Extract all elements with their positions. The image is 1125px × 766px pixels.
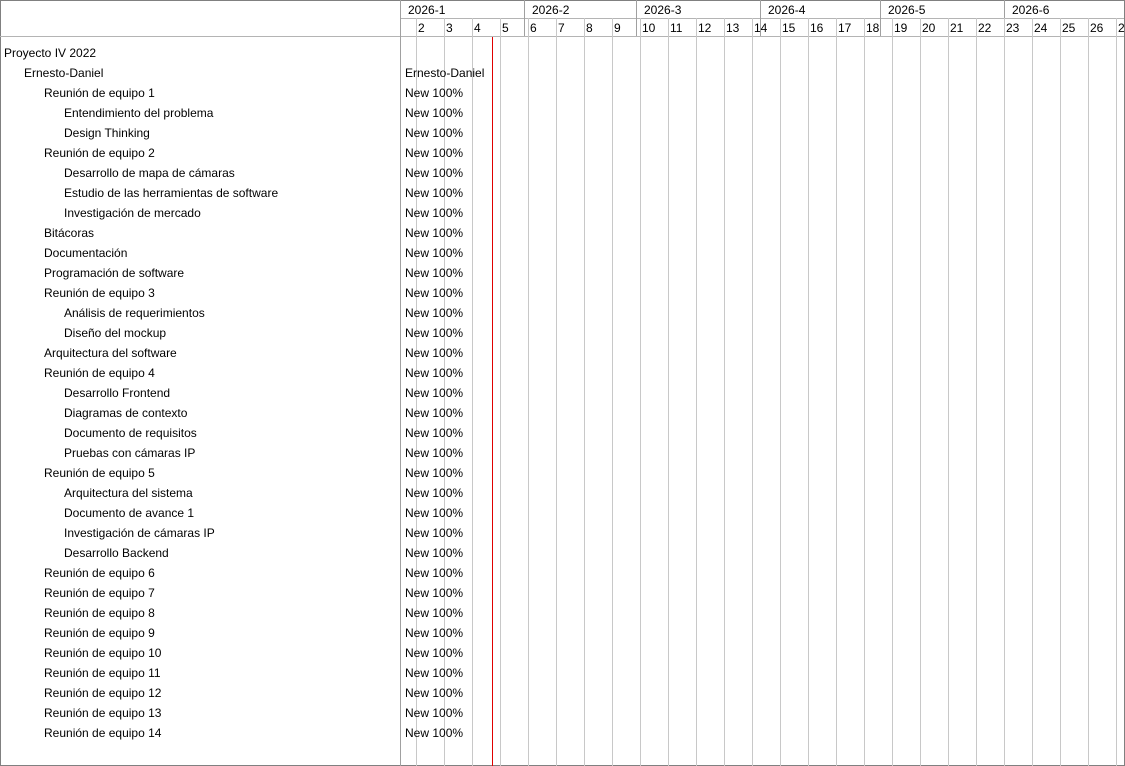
month-divider bbox=[880, 0, 881, 36]
task-name[interactable]: Reunión de equipo 12 bbox=[44, 686, 162, 700]
week-gridline bbox=[752, 18, 753, 766]
week-gridline bbox=[584, 18, 585, 766]
task-name[interactable]: Design Thinking bbox=[64, 126, 150, 140]
task-status-label: New 100% bbox=[405, 466, 464, 480]
task-status-label: New 100% bbox=[405, 106, 464, 120]
task-status-label: New 100% bbox=[405, 166, 464, 180]
week-label: 11 bbox=[670, 21, 683, 35]
week-gridline bbox=[612, 18, 613, 766]
week-gridline bbox=[640, 18, 641, 766]
task-status-label: New 100% bbox=[405, 366, 464, 380]
week-label: 18 bbox=[866, 21, 880, 35]
week-gridline bbox=[808, 18, 809, 766]
week-gridline bbox=[1004, 18, 1005, 766]
task-name[interactable]: Reunión de equipo 2 bbox=[44, 146, 155, 160]
week-gridline bbox=[1116, 18, 1117, 766]
week-gridline bbox=[780, 18, 781, 766]
week-label: 2 bbox=[1118, 21, 1125, 35]
task-status-label: New 100% bbox=[405, 426, 464, 440]
task-status-label: New 100% bbox=[405, 526, 464, 540]
task-status-label: New 100% bbox=[405, 586, 464, 600]
task-name[interactable]: Análisis de requerimientos bbox=[64, 306, 205, 320]
week-label: 19 bbox=[894, 21, 908, 35]
task-status-label: New 100% bbox=[405, 126, 464, 140]
week-gridline bbox=[920, 18, 921, 766]
task-name[interactable]: Entendimiento del problema bbox=[64, 106, 214, 120]
task-status-label: New 100% bbox=[405, 346, 464, 360]
task-status-label: New 100% bbox=[405, 186, 464, 200]
week-label: 4 bbox=[474, 21, 481, 35]
week-gridline bbox=[892, 18, 893, 766]
task-status-label: New 100% bbox=[405, 386, 464, 400]
week-gridline bbox=[948, 18, 949, 766]
task-name[interactable]: Diagramas de contexto bbox=[64, 406, 188, 420]
task-name[interactable]: Documento de requisitos bbox=[64, 426, 197, 440]
header-divider-months bbox=[400, 18, 1124, 19]
task-status-label: New 100% bbox=[405, 566, 464, 580]
week-gridline bbox=[528, 18, 529, 766]
task-name[interactable]: Desarrollo Frontend bbox=[64, 386, 171, 400]
week-label: 9 bbox=[614, 21, 621, 35]
month-divider bbox=[524, 0, 525, 36]
month-label: 2026-4 bbox=[768, 3, 806, 17]
task-status-label: New 100% bbox=[405, 306, 464, 320]
task-status-label: New 100% bbox=[405, 646, 464, 660]
today-marker bbox=[492, 37, 493, 766]
task-name[interactable]: Diseño del mockup bbox=[64, 326, 167, 340]
week-gridline bbox=[1032, 18, 1033, 766]
task-name[interactable]: Reunión de equipo 9 bbox=[44, 626, 155, 640]
week-gridline bbox=[864, 18, 865, 766]
week-label: 22 bbox=[978, 21, 992, 35]
week-gridline bbox=[976, 18, 977, 766]
task-name[interactable]: Reunión de equipo 4 bbox=[44, 366, 155, 380]
task-status-label: New 100% bbox=[405, 506, 464, 520]
week-gridline bbox=[696, 18, 697, 766]
month-label: 2026-5 bbox=[888, 3, 926, 17]
task-name[interactable]: Documento de avance 1 bbox=[64, 506, 195, 520]
task-status-label: New 100% bbox=[405, 406, 464, 420]
task-name[interactable]: Estudio de las herramientas de software bbox=[64, 186, 279, 200]
week-label: 12 bbox=[698, 21, 712, 35]
task-name[interactable]: Reunión de equipo 5 bbox=[44, 466, 155, 480]
month-divider bbox=[636, 0, 637, 36]
task-status-label: New 100% bbox=[405, 626, 464, 640]
week-gridline bbox=[724, 18, 725, 766]
week-label: 13 bbox=[726, 21, 740, 35]
task-name[interactable]: Reunión de equipo 13 bbox=[44, 706, 162, 720]
month-label: 2026-3 bbox=[644, 3, 682, 17]
task-status-label: Ernesto-Daniel bbox=[405, 66, 485, 80]
task-status-label: New 100% bbox=[405, 226, 464, 240]
week-label: 25 bbox=[1062, 21, 1076, 35]
month-label: 2026-1 bbox=[408, 3, 446, 17]
week-gridline bbox=[500, 18, 501, 766]
week-label: 14 bbox=[754, 21, 768, 35]
month-label: 2026-2 bbox=[532, 3, 570, 17]
week-label: 10 bbox=[642, 21, 656, 35]
task-status-label: New 100% bbox=[405, 146, 464, 160]
week-label: 16 bbox=[810, 21, 824, 35]
task-status-label: New 100% bbox=[405, 86, 464, 100]
task-name[interactable]: Ernesto-Daniel bbox=[24, 66, 104, 80]
task-name[interactable]: Arquitectura del software bbox=[44, 346, 177, 360]
task-name[interactable]: Reunión de equipo 10 bbox=[44, 646, 162, 660]
task-name[interactable]: Desarrollo Backend bbox=[64, 546, 169, 560]
week-gridline bbox=[836, 18, 837, 766]
task-name[interactable]: Investigación de mercado bbox=[64, 206, 201, 220]
task-name[interactable]: Arquitectura del sistema bbox=[64, 486, 193, 500]
week-label: 24 bbox=[1034, 21, 1048, 35]
task-name[interactable]: Investigación de cámaras IP bbox=[64, 526, 215, 540]
task-status-label: New 100% bbox=[405, 206, 464, 220]
task-status-label: New 100% bbox=[405, 546, 464, 560]
task-status-label: New 100% bbox=[405, 286, 464, 300]
week-label: 23 bbox=[1006, 21, 1020, 35]
task-name[interactable]: Reunión de equipo 8 bbox=[44, 606, 155, 620]
week-label: 20 bbox=[922, 21, 936, 35]
header-divider bbox=[0, 36, 1124, 37]
task-name[interactable]: Reunión de equipo 6 bbox=[44, 566, 155, 580]
week-gridline bbox=[556, 18, 557, 766]
week-label: 6 bbox=[530, 21, 537, 35]
week-label: 21 bbox=[950, 21, 964, 35]
task-status-label: New 100% bbox=[405, 246, 464, 260]
month-label: 2026-6 bbox=[1012, 3, 1050, 17]
task-name[interactable]: Reunión de equipo 14 bbox=[44, 726, 162, 740]
task-status-label: New 100% bbox=[405, 486, 464, 500]
task-status-label: New 100% bbox=[405, 266, 464, 280]
task-status-label: New 100% bbox=[405, 726, 464, 740]
task-status-label: New 100% bbox=[405, 686, 464, 700]
week-label: 5 bbox=[502, 21, 509, 35]
week-label: 17 bbox=[838, 21, 852, 35]
week-label: 7 bbox=[558, 21, 565, 35]
task-name[interactable]: Programación de software bbox=[44, 266, 185, 280]
task-name[interactable]: Desarrollo de mapa de cámaras bbox=[64, 166, 235, 180]
week-gridline bbox=[668, 18, 669, 766]
task-status-label: New 100% bbox=[405, 666, 464, 680]
task-status-label: New 100% bbox=[405, 606, 464, 620]
task-status-label: New 100% bbox=[405, 326, 464, 340]
week-label: 2 bbox=[418, 21, 425, 35]
task-name[interactable]: Bitácoras bbox=[44, 226, 95, 240]
week-label: 3 bbox=[446, 21, 453, 35]
week-label: 26 bbox=[1090, 21, 1104, 35]
task-status-label: New 100% bbox=[405, 706, 464, 720]
week-gridline bbox=[1088, 18, 1089, 766]
week-label: 8 bbox=[586, 21, 593, 35]
task-name[interactable]: Reunión de equipo 1 bbox=[44, 86, 155, 100]
week-gridline bbox=[472, 18, 473, 766]
task-status-label: New 100% bbox=[405, 446, 464, 460]
task-name[interactable]: Pruebas con cámaras IP bbox=[64, 446, 196, 460]
task-name[interactable]: Documentación bbox=[44, 246, 128, 260]
task-name[interactable]: Reunión de equipo 11 bbox=[44, 666, 161, 680]
task-name[interactable]: Reunión de equipo 3 bbox=[44, 286, 155, 300]
split-divider bbox=[400, 0, 401, 766]
week-gridline bbox=[1060, 18, 1061, 766]
week-label: 15 bbox=[782, 21, 796, 35]
task-name[interactable]: Reunión de equipo 7 bbox=[44, 586, 155, 600]
task-name[interactable]: Proyecto IV 2022 bbox=[4, 46, 97, 60]
